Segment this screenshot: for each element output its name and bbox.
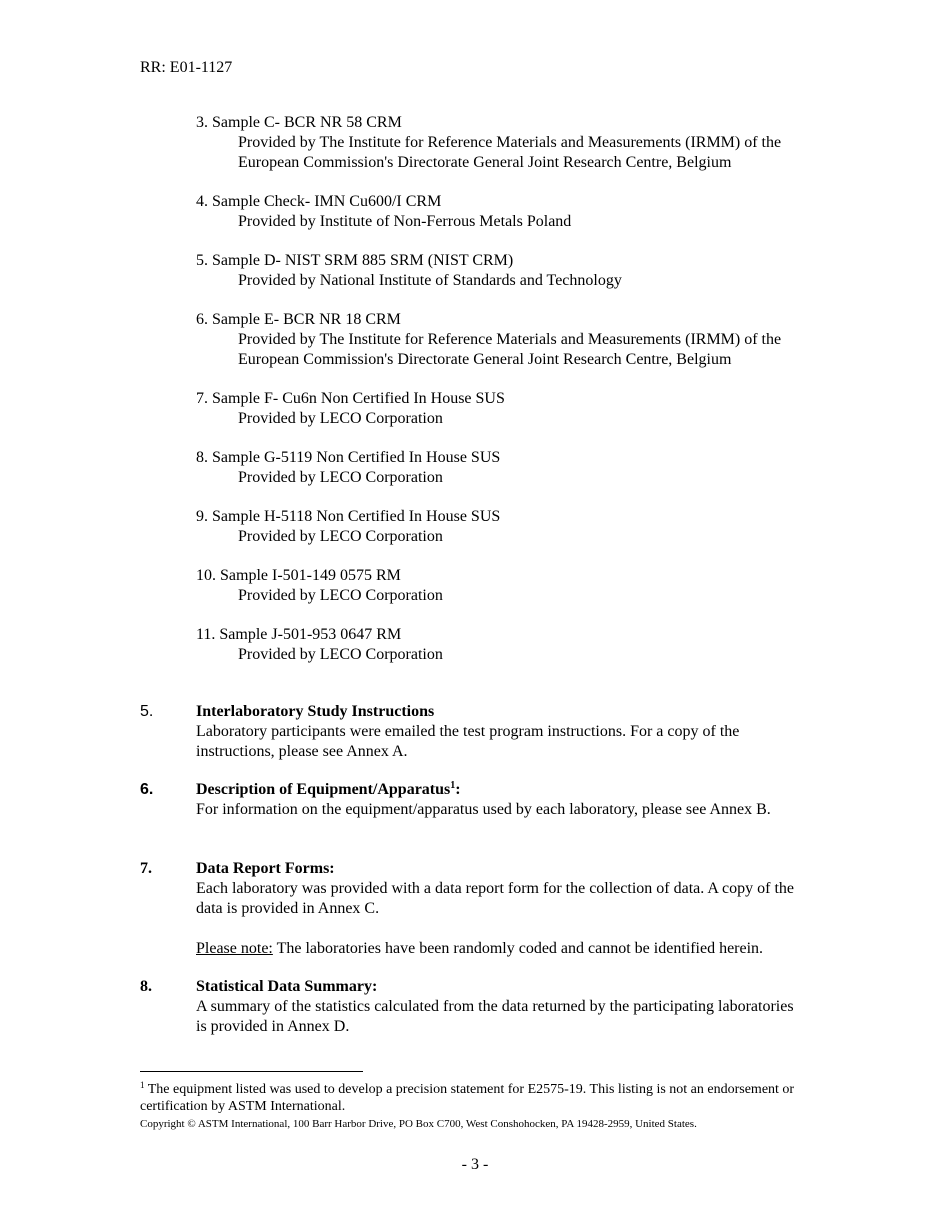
- copyright: Copyright © ASTM International, 100 Barr Harbor Drive, PO Box C700, West Conshohocken, PA 19428-2959, United States.: [140, 1118, 697, 1130]
- section-number: 5.: [140, 703, 154, 720]
- list-item: [196, 310, 836, 370]
- sample-provider: Provided by The Institute for Reference Materials and Measurements (IRMM) of the European Commission's Directorate General Joint Research Centre, Belgium: [238, 134, 782, 171]
- section-statistical-summary: [140, 977, 820, 1037]
- sample-title: 3. Sample C- BCR NR 58 CRM: [196, 114, 402, 131]
- list-item: [196, 566, 836, 606]
- section-title: Data Report Forms:: [196, 860, 335, 877]
- report-id: RR: E01-1127: [140, 59, 233, 76]
- list-item: [196, 448, 836, 488]
- sample-provider: Provided by LECO Corporation: [238, 469, 443, 486]
- section-body: A summary of the statistics calculated from the data returned by the participating laboratories is provided in Annex D.: [196, 998, 794, 1035]
- sample-title: 6. Sample E- BCR NR 18 CRM: [196, 311, 401, 328]
- section-equipment: [140, 780, 820, 820]
- section-number: 8.: [140, 978, 152, 995]
- footnote-ref: 1: [450, 780, 456, 791]
- footnote-text: The equipment listed was used to develop a precision statement for E2575-19. This listing is not an endorsement or certification by ASTM International.: [140, 1082, 795, 1114]
- note: [196, 939, 806, 959]
- sample-title: 4. Sample Check- IMN Cu600/I CRM: [196, 193, 442, 210]
- footnote: [140, 1081, 820, 1115]
- section-data-report-forms: [140, 859, 820, 959]
- list-item: [196, 113, 836, 173]
- sample-provider: Provided by LECO Corporation: [238, 587, 443, 604]
- sample-provider: Provided by National Institute of Standards and Technology: [238, 272, 622, 289]
- sample-title: 7. Sample F- Cu6n Non Certified In House SUS: [196, 390, 505, 407]
- sample-provider: Provided by Institute of Non-Ferrous Metals Poland: [238, 213, 572, 230]
- section-number: 7.: [140, 860, 152, 877]
- sample-provider: Provided by LECO Corporation: [238, 410, 443, 427]
- sample-provider: Provided by LECO Corporation: [238, 646, 443, 663]
- sample-list: [196, 113, 836, 684]
- section-body: Each laboratory was provided with a data report form for the collection of data. A copy of the data is provided in Annex C.: [196, 880, 795, 917]
- list-item: [196, 389, 836, 429]
- sample-title: 8. Sample G-5119 Non Certified In House SUS: [196, 449, 501, 466]
- section-body: For information on the equipment/apparatus used by each laboratory, please see Annex B.: [196, 801, 771, 818]
- sample-provider: Provided by The Institute for Reference Materials and Measurements (IRMM) of the European Commission's Directorate General Joint Research Centre, Belgium: [238, 331, 782, 368]
- note-label: Please note:: [196, 940, 273, 957]
- sample-title: 5. Sample D- NIST SRM 885 SRM (NIST CRM): [196, 252, 514, 269]
- list-item: [196, 625, 836, 665]
- section-study-instructions: [140, 702, 820, 762]
- note-text: The laboratories have been randomly coded and cannot be identified herein.: [272, 940, 764, 957]
- section-title: Statistical Data Summary:: [196, 978, 378, 995]
- section-number: 6.: [140, 781, 154, 798]
- sample-provider: Provided by LECO Corporation: [238, 528, 443, 545]
- footnote-divider: [140, 1071, 363, 1072]
- list-item: [196, 251, 836, 291]
- sample-title: 10. Sample I-501-149 0575 RM: [196, 567, 401, 584]
- section-title: Interlaboratory Study Instructions: [196, 703, 435, 720]
- sample-title: 9. Sample H-5118 Non Certified In House SUS: [196, 508, 501, 525]
- footnote-mark: 1: [140, 1080, 145, 1090]
- section-body: Laboratory participants were emailed the test program instructions. For a copy of the instructions, please see Annex A.: [196, 723, 740, 760]
- section-title: Description of Equipment/Apparatus$^1$:: [196, 780, 461, 798]
- sample-title: 11. Sample J-501-953 0647 RM: [196, 626, 402, 643]
- list-item: [196, 507, 836, 547]
- list-item: [196, 192, 836, 232]
- page-number: - 3 -: [461, 1156, 489, 1173]
